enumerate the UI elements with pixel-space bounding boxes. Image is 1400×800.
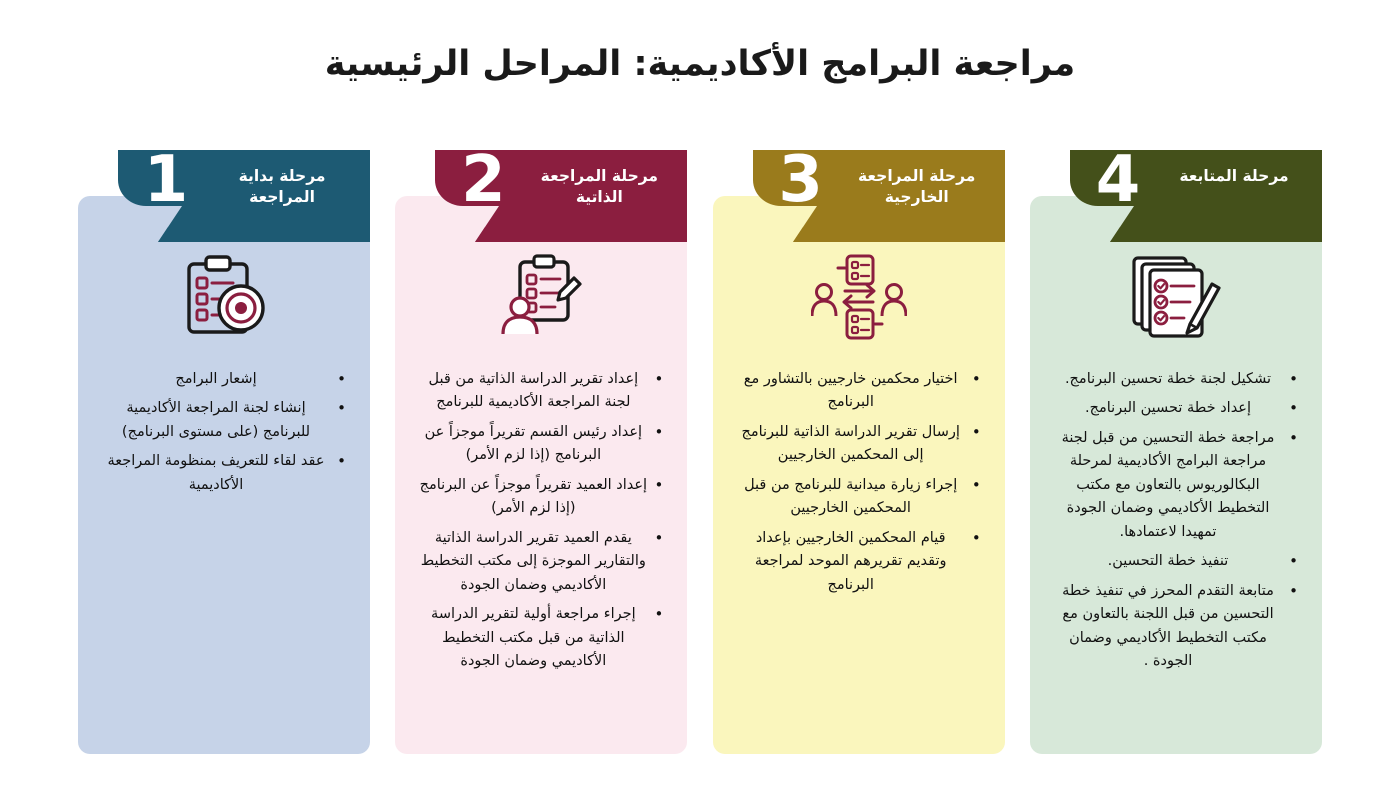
list-item: • إعداد رئيس القسم تقريراً موجزاً عن البرنامج (إذا لزم الأمر) — [419, 421, 663, 468]
stage-card-1-label: مرحلة بداية المراجعة — [238, 167, 326, 206]
stage-card-2-label: مرحلة المراجعة الذاتية — [540, 167, 659, 206]
stage-cards-container — [78, 143, 1322, 760]
stage-card-1-banner — [118, 143, 370, 242]
peer-review-exchange-icon — [713, 254, 1005, 344]
stage-card-1-number: 1 — [143, 143, 189, 217]
documents-checklist-pencil-icon — [1030, 254, 1322, 344]
list-item: • يقدم العميد تقرير الدراسة الذاتية والتقارير الموجزة إلى مكتب التخطيط الأكاديمي وضمان الجودة — [419, 527, 663, 597]
list-item: • إنشاء لجنة المراجعة الأكاديمية للبرنامج (على مستوى البرنامج) — [102, 397, 346, 444]
page-title: مراجعة البرامج الأكاديمية: المراحل الرئيسية — [324, 44, 1076, 84]
list-item: • تنفيذ خطة التحسين. — [1054, 550, 1298, 573]
stage-card-4-banner — [1070, 143, 1322, 242]
clipboard-target-icon — [78, 254, 370, 344]
stage-card-3 — [713, 143, 1005, 754]
stage-card-1 — [78, 143, 370, 754]
stage-card-4 — [1030, 143, 1322, 754]
list-item: • قيام المحكمين الخارجيين بإعداد وتقديم تقريرهم الموحد لمراجعة البرنامج — [737, 527, 981, 597]
stage-card-3-number: 3 — [778, 143, 823, 217]
stage-card-1-bullets — [78, 368, 370, 503]
list-item: • إجراء زيارة ميدانية للبرنامج من قبل المحكمين الخارجيين — [737, 474, 981, 521]
stage-card-3-label: مرحلة المراجعة الخارجية — [858, 167, 976, 206]
stage-card-4-bullets — [1030, 368, 1322, 680]
list-item: • إجراء مراجعة أولية لتقرير الدراسة الذاتية من قبل مكتب التخطيط الأكاديمي وضمان الجودة — [419, 603, 663, 673]
stage-card-4-label: مرحلة المتابعة — [1179, 167, 1289, 185]
list-item: • مراجعة خطة التحسين من قبل لجنة مراجعة البرامج الأكاديمية لمرحلة البكالوريوس بالتعاون مع مكتب التخطيط الأكاديمي وضمان الجودة تمهيدا لاعتمادها. — [1054, 427, 1298, 544]
clipboard-person-pencil-icon — [395, 254, 687, 344]
list-item: • تشكيل لجنة خطة تحسين البرنامج. — [1054, 368, 1298, 391]
stage-card-2-bullets — [395, 368, 687, 680]
stage-card-2-number: 2 — [461, 143, 506, 217]
list-item: • إعداد خطة تحسين البرنامج. — [1054, 397, 1298, 420]
stage-card-3-bullets — [713, 368, 1005, 603]
stage-card-2-banner — [435, 143, 687, 242]
list-item: • عقد لقاء للتعريف بمنظومة المراجعة الأكاديمية — [102, 450, 346, 497]
list-item: • إعداد العميد تقريراً موجزاً عن البرنامج (إذا لزم الأمر) — [419, 474, 663, 521]
list-item: • اختيار محكمين خارجيين بالتشاور مع البرنامج — [737, 368, 981, 415]
stage-card-2 — [395, 143, 687, 754]
list-item: • إشعار البرامج — [102, 368, 346, 391]
stage-card-4-number: 4 — [1095, 143, 1141, 217]
list-item: • متابعة التقدم المحرز في تنفيذ خطة التحسين من قبل اللجنة بالتعاون مع مكتب التخطيط الأكاديمي وضمان الجودة . — [1054, 580, 1298, 674]
stage-card-3-banner — [753, 143, 1005, 242]
list-item: • إرسال تقرير الدراسة الذاتية للبرنامج إلى المحكمين الخارجيين — [737, 421, 981, 468]
list-item: • إعداد تقرير الدراسة الذاتية من قبل لجنة المراجعة الأكاديمية للبرنامج — [419, 368, 663, 415]
